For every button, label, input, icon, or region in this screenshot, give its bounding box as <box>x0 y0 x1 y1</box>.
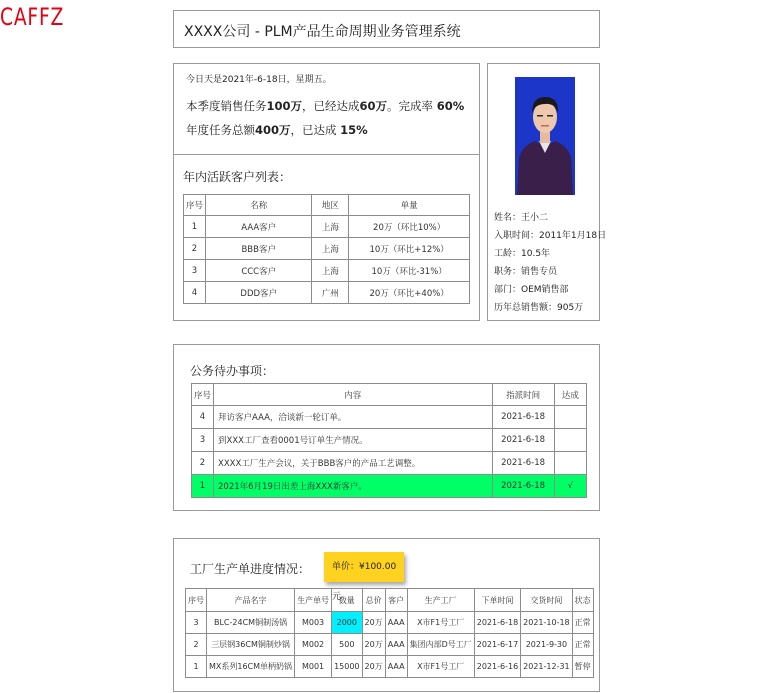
factory-header-cell: 序号 <box>186 589 207 612</box>
person-portrait-icon <box>515 77 575 195</box>
table-row[interactable] <box>186 656 594 678</box>
employee-position: 职务：销售专员 <box>494 267 558 277</box>
employee-name: 姓名：王小二 <box>494 213 549 223</box>
order-total: 20万 <box>362 656 385 678</box>
table-row[interactable] <box>186 612 594 634</box>
todo-index: 3 <box>192 429 214 452</box>
factory-title: 工厂生产单进度情况： <box>190 562 311 576</box>
quarter-sales-line <box>186 98 464 114</box>
factory-header-row <box>186 589 594 612</box>
employee-profile-panel <box>487 63 607 321</box>
annual-rate-value: 15% <box>340 123 368 137</box>
factory-table <box>185 588 594 678</box>
order-factory: X市F1号工厂 <box>407 612 474 634</box>
customers-header-row <box>184 195 470 216</box>
company-logo: CAFFZ <box>0 3 65 31</box>
todo-done-mark[interactable] <box>554 452 586 475</box>
todo-assigned-date: 2021-6-18 <box>492 452 554 475</box>
order-date: 2021-6-18 <box>474 612 520 634</box>
order-index: 2 <box>186 634 207 656</box>
order-quantity[interactable]: 15000 <box>332 656 362 678</box>
todo-title: 公务待办事项： <box>190 364 275 378</box>
order-total: 20万 <box>362 634 385 656</box>
order-index: 3 <box>186 612 207 634</box>
order-total: 20万 <box>362 612 385 634</box>
customer-volume: 10万（环比-31%） <box>349 260 470 282</box>
table-row-highlighted[interactable] <box>192 475 587 498</box>
factory-header-cell: 下单时间 <box>474 589 520 612</box>
todo-assigned-date: 2021-6-18 <box>492 406 554 429</box>
today-date-text: 今日天是2021年-6-18日，星期五。 <box>186 75 332 85</box>
customer-volume: 10万（环比+12%） <box>349 238 470 260</box>
customers-header-cell: 单量 <box>349 195 470 216</box>
customer-region: 广州 <box>312 282 349 304</box>
customer-region: 上海 <box>312 238 349 260</box>
todo-content: XXXX工厂生产会议，关于BBB客户的产品工艺调整。 <box>214 452 493 475</box>
customer-name: DDD客户 <box>206 282 312 304</box>
todo-table <box>191 383 587 498</box>
customer-index: 4 <box>184 282 206 304</box>
customer-name: CCC客户 <box>206 260 312 282</box>
sales-summary-panel <box>173 63 480 155</box>
annual-sales-line <box>186 122 368 138</box>
customers-title: 年内活跃客户列表： <box>183 170 292 184</box>
active-customers-panel <box>173 154 480 321</box>
order-quantity-selected[interactable]: 2000 <box>332 612 362 634</box>
quarter-achieved-value: 60万 <box>359 99 388 113</box>
order-date: 2021-6-16 <box>474 656 520 678</box>
quarter-achieved-prefix: ，已经达成 <box>302 99 360 113</box>
todo-assigned-date: 2021-6-18 <box>492 475 554 498</box>
order-number: M002 <box>295 634 332 656</box>
table-row[interactable] <box>184 260 470 282</box>
employee-department: 部门：OEM销售部 <box>494 285 569 295</box>
customer-name: AAA客户 <box>206 216 312 238</box>
todo-header-cell: 指派时间 <box>492 384 554 406</box>
table-row[interactable] <box>184 216 470 238</box>
table-row[interactable] <box>184 238 470 260</box>
todo-done-mark[interactable] <box>554 429 586 452</box>
order-customer: AAA <box>385 656 407 678</box>
order-status: 暂停 <box>572 656 593 678</box>
todo-index: 4 <box>192 406 214 429</box>
product-name: BLC-24CM铜制汤锅 <box>207 612 295 634</box>
customer-index: 3 <box>184 260 206 282</box>
quarter-target-prefix: 本季度销售任务 <box>186 99 267 113</box>
todo-index: 2 <box>192 452 214 475</box>
order-number: M001 <box>295 656 332 678</box>
factory-header-cell: 生产单号 <box>295 589 332 612</box>
order-customer: AAA <box>385 612 407 634</box>
annual-target-value: 400万 <box>255 123 291 137</box>
factory-header-cell: 总价 <box>362 589 385 612</box>
todo-content: 2021年6月19日出差上海XXX新客户。 <box>214 475 493 498</box>
delivery-date: 2021-12-31 <box>521 656 573 678</box>
order-factory: 集团内部D号工厂 <box>407 634 474 656</box>
todo-header-cell: 内容 <box>214 384 493 406</box>
system-title-panel <box>173 10 600 48</box>
table-row[interactable] <box>184 282 470 304</box>
order-quantity[interactable]: 500 <box>332 634 362 656</box>
customer-index: 1 <box>184 216 206 238</box>
order-index: 1 <box>186 656 207 678</box>
todo-content: 到XXX工厂查看0001号订单生产情况。 <box>214 429 493 452</box>
employee-total-sales: 历年总销售额：905万 <box>494 303 584 313</box>
order-factory: X市F1号工厂 <box>407 656 474 678</box>
todo-content: 拜访客户AAA，洽谈新一轮订单。 <box>214 406 493 429</box>
annual-achieved-prefix: ，已达成 <box>290 123 337 137</box>
employee-photo <box>515 77 575 195</box>
table-row[interactable] <box>192 406 587 429</box>
customer-region: 上海 <box>312 260 349 282</box>
factory-progress-panel <box>173 538 600 692</box>
factory-header-cell: 交货时间 <box>521 589 573 612</box>
todo-panel <box>173 344 600 511</box>
customers-header-cell: 地区 <box>312 195 349 216</box>
customer-index: 2 <box>184 238 206 260</box>
delivery-date: 2021-9-30 <box>521 634 573 656</box>
product-name: 三层钢36CM铜制炒锅 <box>207 634 295 656</box>
customer-name: BBB客户 <box>206 238 312 260</box>
factory-header-cell: 产品名字 <box>207 589 295 612</box>
product-name: MX系列16CM单柄奶锅 <box>207 656 295 678</box>
order-status: 正常 <box>572 634 593 656</box>
customers-table <box>183 194 470 304</box>
page-title: XXXX公司 - PLM产品生命周期业务管理系统 <box>184 24 461 40</box>
factory-header-cell: 客户 <box>385 589 407 612</box>
todo-header-row <box>192 384 587 406</box>
order-customer: AAA <box>385 634 407 656</box>
table-row[interactable] <box>192 429 587 452</box>
customers-header-cell: 序号 <box>184 195 206 216</box>
table-row[interactable] <box>192 452 587 475</box>
customer-region: 上海 <box>312 216 349 238</box>
employee-seniority: 工龄：10.5年 <box>494 249 551 259</box>
table-row[interactable] <box>186 634 594 656</box>
todo-header-cell: 达成 <box>554 384 586 406</box>
quarter-rate-label: 。完成率 <box>387 99 434 113</box>
factory-header-cell: 生产工厂 <box>407 589 474 612</box>
order-number: M003 <box>295 612 332 634</box>
todo-assigned-date: 2021-6-18 <box>492 429 554 452</box>
quarter-target-value: 100万 <box>266 99 303 113</box>
customer-volume: 20万（环比+40%） <box>349 282 470 304</box>
todo-done-mark[interactable] <box>554 406 586 429</box>
todo-index: 1 <box>192 475 214 498</box>
customer-volume: 20万（环比10%） <box>349 216 470 238</box>
todo-header-cell: 序号 <box>192 384 214 406</box>
factory-header-cell: 状态 <box>572 589 593 612</box>
delivery-date: 2021-10-18 <box>521 612 573 634</box>
order-status: 正常 <box>572 612 593 634</box>
unit-price-badge: 单价：¥100.00元 <box>324 552 404 582</box>
order-date: 2021-6-17 <box>474 634 520 656</box>
todo-done-mark[interactable]: √ <box>554 475 586 498</box>
employee-join-date: 入职时间：2011年1月18日 <box>494 231 607 241</box>
quarter-rate-value: 60% <box>436 99 465 113</box>
annual-target-prefix: 年度任务总额 <box>186 123 255 137</box>
factory-header-cell: 数量 <box>332 589 362 612</box>
customers-header-cell: 名称 <box>206 195 312 216</box>
